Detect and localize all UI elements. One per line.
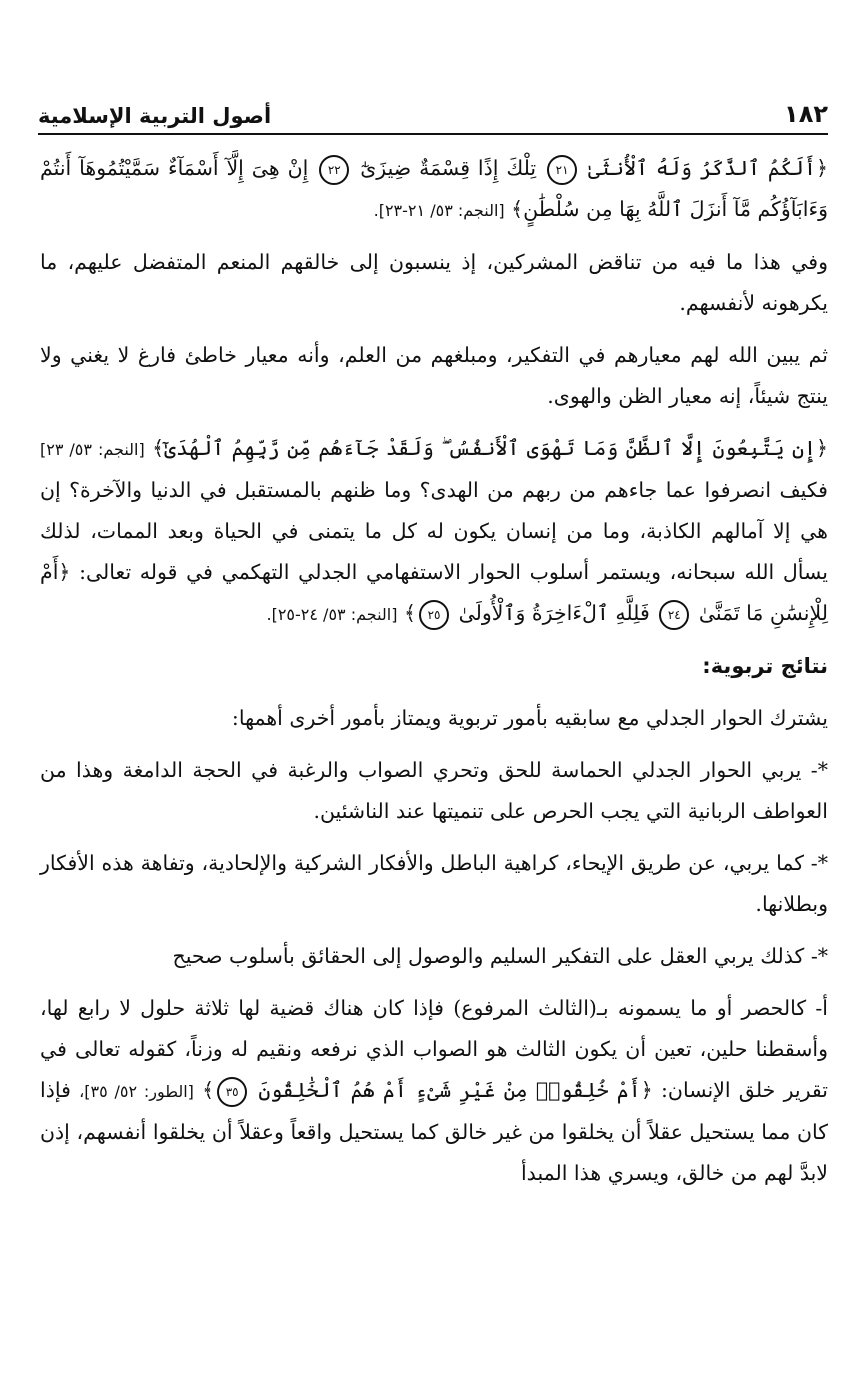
running-title: أصول التربية الإسلامية [38, 104, 272, 128]
quran-verse-close: ﴾ [404, 601, 417, 625]
section-heading: نتائج تربوية: [702, 654, 828, 678]
ayah-number-mark: ٢٤ [659, 600, 689, 630]
quran-verse: فَلِلَّهِ ٱلْءَاخِرَةُ وَٱلْأُولَىٰ [458, 601, 650, 625]
body-text: فإذا كان مما يستحيل عقلاً أن يخلقوا من غير خالق كما يستحيل واقعاً وعقلاً أن يخلقوا أنفسهم، إذن لابدَّ لهم من خالق، ويسري هذا المبدأ [40, 1078, 828, 1185]
quran-paragraph-2 [40, 428, 828, 635]
body-paragraph: ثم يبين الله لهم معيارهم في التفكير، ومبلغهم من العلم، وأنه معيار خاطئ فارغ لا يغني ولا ينتج شيئاً، إنه معيار الظن والهوى. [40, 343, 828, 408]
body-paragraph: وفي هذا ما فيه من تناقض المشركين، إذ ينسبون إلى خالقهم المنعم المتفضل عليهم، ما يكرهونه لأنفسهم. [40, 250, 828, 315]
bullet-item: *- يربي الحوار الجدلي الحماسة للحق وتحري الصواب والرغبة في الحجة الدامغة وهذا من العواطف الربانية التي يجب الحرص على تنميتها عند الناشئين. [40, 758, 828, 823]
body-text: أ- كالحصر أو ما يسمونه بـ(الثالث المرفوع) فإذا كان هناك قضية لها ثلاثة حلول لا رابع لها، وأسقطنا حلين، تعين أن يكون الثالث هو الصواب الذي نرفعه ونقيم له وزناً، كقوله تعالى في تقرير خلق الإنسان: [40, 996, 828, 1102]
verse-reference: [النجم: ٥٣/ ٢٣] [40, 440, 145, 459]
verse-reference: [النجم: ٥٣/ ٢١-٢٣]. [373, 201, 505, 220]
example-paragraph [40, 988, 828, 1194]
quran-verse: ﴿أَمْ خُلِقُوا۟ مِنْ غَيْرِ شَىْءٍ أَمْ هُمُ ٱلْخَٰلِقُونَ [258, 1078, 653, 1102]
quran-verse: ﴿إِن يَتَّبِعُونَ إِلَّا ٱلظَّنَّ وَمَا تَهْوَى ٱلْأَنفُسُ ۖ وَلَقَدْ جَآءَهُم مِّن رَّبِّهِمُ ٱلْهُدَىٰٓ﴾ [152, 436, 828, 460]
ayah-number-mark: ٢١ [547, 155, 577, 185]
header-rule [38, 133, 828, 135]
body-text: فكيف انصرفوا عما جاءهم من ربهم من الهدى؟ وما ظنهم بالمستقبل في الدنيا والآخرة؟ إن هي إلا آمالهم الكاذبة، وما من إنسان يكون له كل ما يتمنى في الحياة وبعد الممات، لذلك يسأل الله سبحانه، ويستمر أسلوب الحوار الاستفهامي الجدلي التهكمي في قوله تعالى: [40, 478, 828, 584]
verse-reference: [الطور: ٥٢/ ٣٥]، [79, 1082, 194, 1101]
ayah-number-mark: ٣٥ [217, 1077, 247, 1107]
page-number: ١٨٢ [784, 100, 828, 128]
page-content [40, 148, 828, 1205]
quran-verse: ﴿أَلَكُمُ ٱلذَّكَرُ وَلَهُ ٱلْأُنثَىٰ [588, 156, 828, 180]
section-intro: يشترك الحوار الجدلي مع سابقيه بأمور تربوية ويمتاز بأمور أخرى أهمها: [231, 706, 828, 730]
bullet-item: *- كما يربي، عن طريق الإيحاء، كراهية الباطل والأفكار الشركية والإلحادية، وتفاهة هذه الأفكار وبطلانها. [40, 851, 828, 916]
page-header [38, 92, 828, 128]
quran-verse: إِنْ هِىَ إِلَّآ أَسْمَآءٌ سَمَّيْتُمُوهَآ أَنتُمْ وَءَابَآؤُكُم مَّآ أَنزَلَ ٱللَّهُ بِهَا مِن سُلْطَٰنٍ﴾ [40, 156, 828, 221]
quran-verse: تِلْكَ إِذًا قِسْمَةٌ ضِيزَىٰٓ [360, 156, 537, 180]
verse-reference: [النجم: ٥٣/ ٢٤-٢٥]. [266, 605, 398, 624]
quran-verse: ﴿أَمْ لِلْإِنسَٰنِ مَا تَمَنَّىٰ [40, 560, 828, 625]
ayah-number-mark: ٢٥ [419, 600, 449, 630]
ayah-number-mark: ٢٢ [319, 155, 349, 185]
quran-paragraph-1 [40, 148, 828, 231]
quran-verse-close: ﴾ [202, 1078, 215, 1102]
bullet-item: *- كذلك يربي العقل على التفكير السليم والوصول إلى الحقائق بأسلوب صحيح [172, 944, 828, 968]
